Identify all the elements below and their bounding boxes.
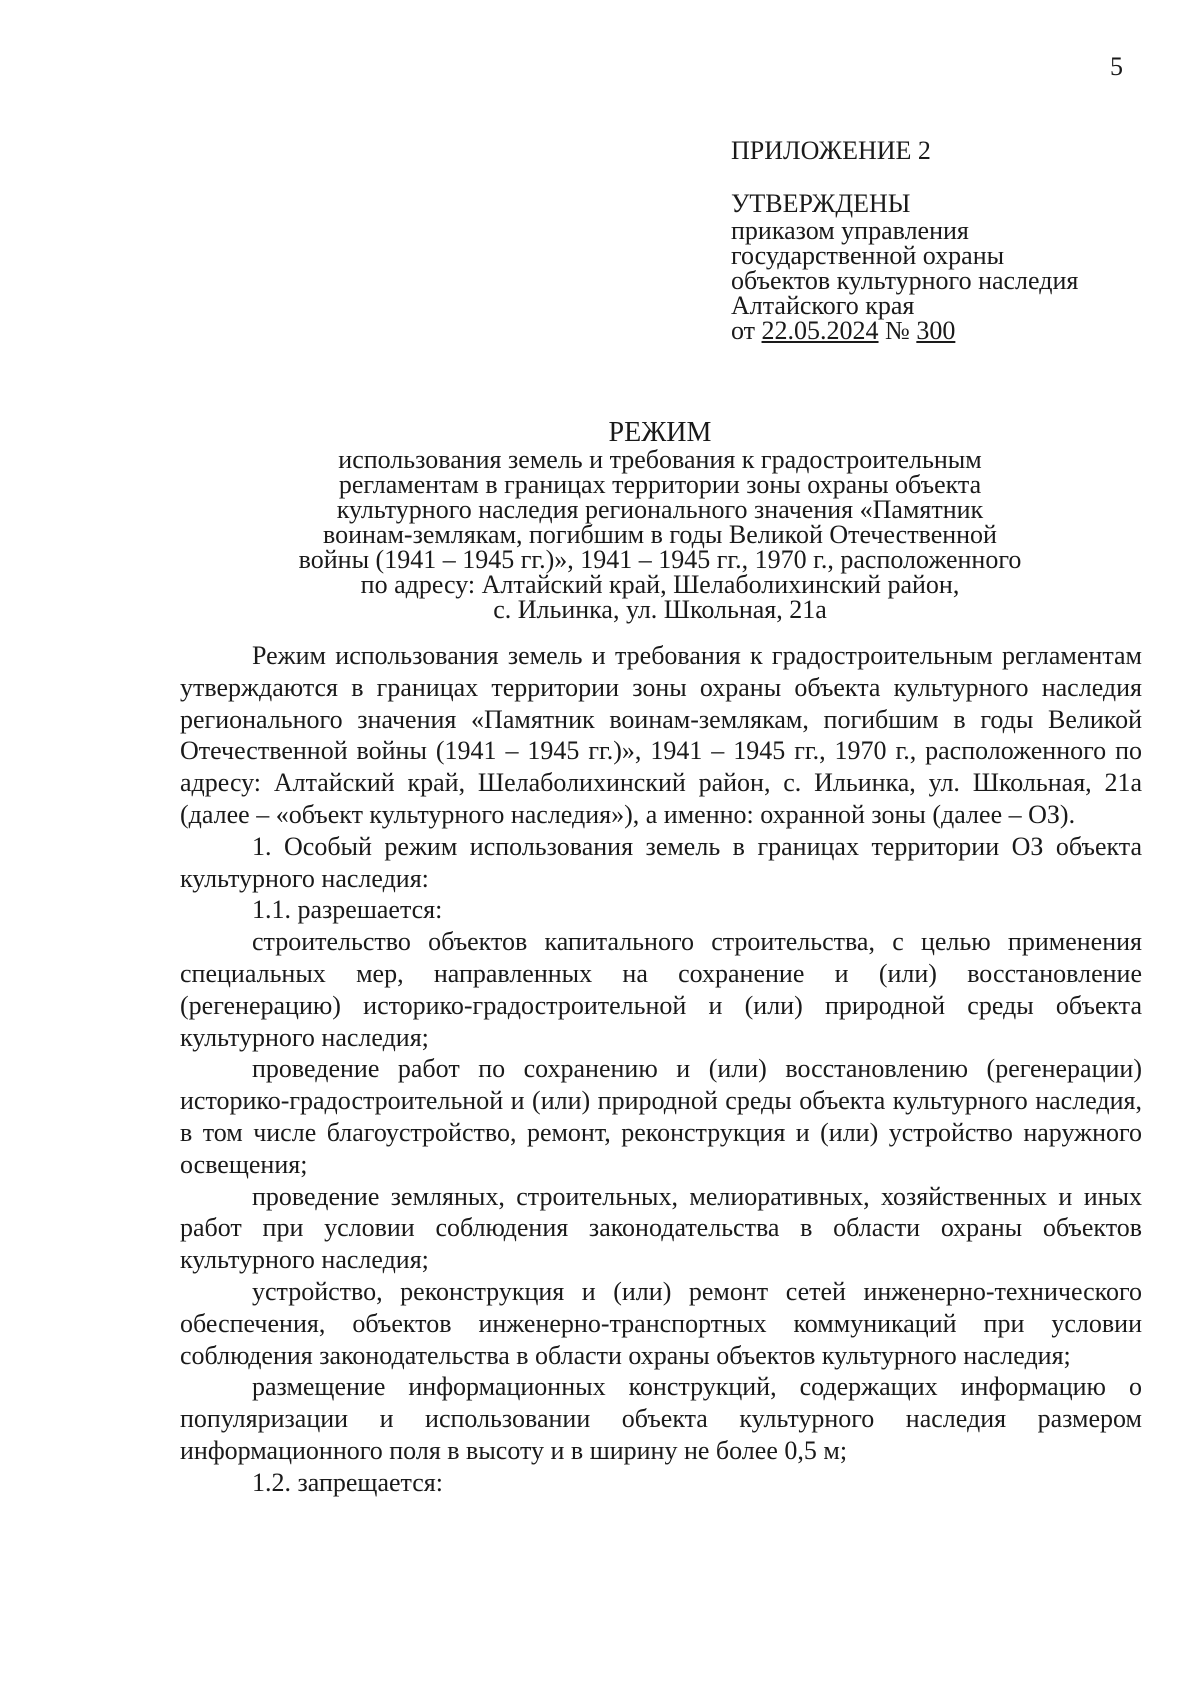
allowed-item: строительство объектов капитального строительства, с целью применения специальных мер, направленных на сохранение и (или) восстановление (регенерацию) историко-градостроительной и (или) природной среды объекта культурного наследия;	[180, 927, 1142, 1052]
approval-block	[731, 138, 1171, 343]
approval-line: объектов культурного наследия	[731, 266, 1079, 295]
order-date-line	[731, 318, 1171, 343]
document-title	[180, 417, 1140, 624]
title-heading: РЕЖИМ	[608, 417, 712, 448]
approved-heading: УТВЕРЖДЕНЫ	[731, 189, 911, 218]
document-body	[180, 640, 1142, 1499]
order-number: 300	[916, 316, 956, 345]
section-1-1-heading: 1.1. разрешается:	[252, 895, 443, 925]
title-line: с. Ильинка, ул. Школьная, 21а	[493, 595, 827, 624]
section-1-paragraph: 1. Особый режим использования земель в границах территории ОЗ объекта культурного наследия:	[180, 831, 1142, 893]
date-prefix: от	[731, 316, 762, 345]
section-1-2-heading: 1.2. запрещается:	[252, 1467, 443, 1497]
allowed-item: проведение земляных, строительных, мелиоративных, хозяйственных и иных работ при условии соблюдения законодательства в области охраны объектов культурного наследия;	[180, 1181, 1142, 1275]
number-prefix: №	[878, 316, 917, 345]
title-line: воинам-землякам, погибшим в годы Великой Отечественной	[323, 520, 997, 549]
title-line: войны (1941 – 1945 гг.)», 1941 – 1945 гг., 1970 г., расположенного	[298, 545, 1022, 574]
page-number: 5	[1110, 52, 1123, 81]
allowed-item: устройство, реконструкция и (или) ремонт сетей инженерно-технического обеспечения, объектов инженерно-транспортных коммуникаций при условии соблюдения законодательства в области охраны объектов культурного наследия;	[180, 1276, 1142, 1370]
appendix-heading: ПРИЛОЖЕНИЕ 2	[731, 136, 931, 165]
order-date: 22.05.2024	[761, 316, 879, 345]
approval-line: государственной охраны	[731, 241, 1005, 270]
allowed-item: размещение информационных конструкций, содержащих информацию о популяризации и использовании объекта культурного наследия размером информационного поля в высоту и в ширину не более 0,5 м;	[180, 1372, 1142, 1465]
approval-line: приказом управления	[731, 216, 969, 245]
title-line: использования земель и требования к градостроительным	[338, 445, 982, 474]
title-line: по адресу: Алтайский край, Шелаболихинский район,	[360, 570, 960, 599]
allowed-item: проведение работ по сохранению и (или) восстановлению (регенерации) историко-градостроительной и (или) природной среды объекта культурного наследия, в том числе благоустройство, ремонт, реконструкция и (или) устройство наружного освещения;	[180, 1054, 1142, 1179]
intro-paragraph: Режим использования земель и требования к градостроительным регламентам утверждаются в границах территории зоны охраны объекта культурного наследия регионального значения «Памятник воинам-землякам, погибшим в годы Великой Отечественной войны (1941 – 1945 гг.)», 1941 – 1945 гг., 1970 г., расположенного по адресу: Алтайский край, Шелаболихинский район, с. Ильинка, ул. Школьная, 21а (далее – «объект культурного наследия»), а именно: охранной зоны (далее – ОЗ).	[180, 641, 1142, 829]
title-line: культурного наследия регионального значения «Памятник	[336, 495, 984, 524]
title-line: регламентам в границах территории зоны охраны объекта	[338, 470, 982, 499]
approval-line: Алтайского края	[731, 291, 915, 320]
